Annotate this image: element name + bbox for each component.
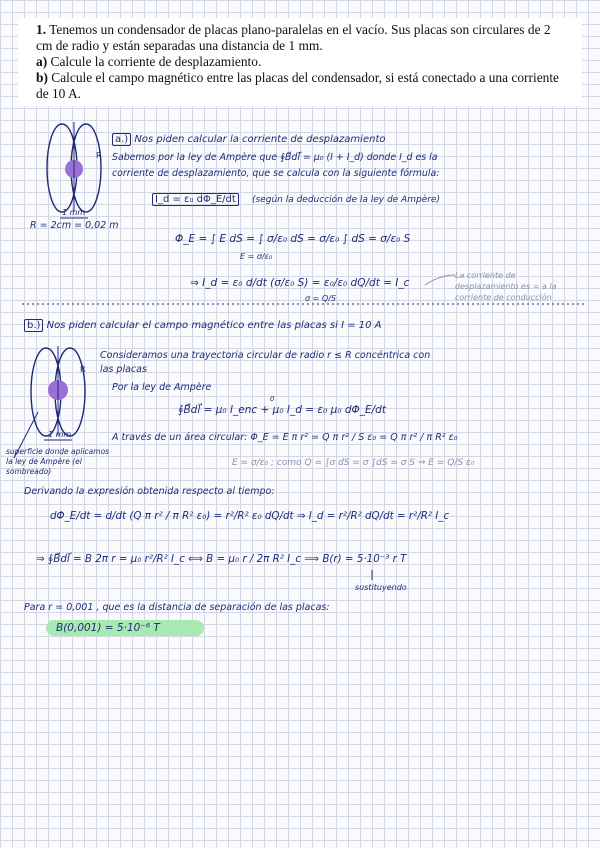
sol-b-line3: las placas — [100, 364, 147, 375]
sol-a-id-calc: ⇒ I_d = ε₀ d/dt (σ/ε₀ S) = ε₀/ε₀ dQ/dt = I_c — [190, 277, 410, 289]
svg-text:R: R — [96, 151, 102, 160]
part-b-solution-label: b.) — [24, 319, 43, 332]
sol-a-boxed-formula: I_d = ε₀ dΦ_E/dt — [152, 193, 239, 206]
sol-a-line2: Sabemos por la ley de Ampère que ∮B⃗dl⃗ = μ₀ (I + I_d) donde I_d es la — [112, 152, 438, 163]
part-a-solution-label: a.) — [112, 133, 131, 146]
capacitor-diagram-b — [14, 346, 86, 458]
sol-b-substituting: sustituyendo — [355, 583, 407, 592]
sol-b-line5: A través de un área circular: Φ_E = E π r² = Q π r² / S ε₀ = Q π r² / π R² ε₀ — [112, 432, 458, 443]
sol-b-zero: 0 — [270, 395, 275, 403]
sol-a-sigma-def: σ = Q/S — [305, 294, 336, 303]
sol-b-line2: Consideramos una trayectoria circular de radio r ≤ R concéntrica con — [100, 350, 431, 361]
problem-intro: Tenemos un condensador de placas plano-paralelas en el vacío. Sus placas son circulares de 2 cm de radio y están separadas una distancia de 1 mm. — [36, 22, 551, 53]
sol-a-side-note: La corriente de desplazamiento es = a la corriente de conducción — [455, 271, 557, 302]
final-answer: B(0,001) = 5·10⁻⁶ T — [56, 622, 160, 634]
sol-a-line3: corriente de desplazamiento, que se calcula con la siguiente fórmula: — [112, 168, 440, 179]
sol-b-line4: Por la ley de Ampère — [112, 382, 212, 393]
sol-b-e-line: E = σ/ε₀ ; como Q = ∫σ dS = σ ∫dS = σ S ⇒ E = Q/S ε₀ — [232, 458, 475, 468]
sol-a-formula-note: (según la deducción de la ley de Ampère) — [252, 195, 440, 205]
sol-b-result-line: ⇒ ∮B⃗dl⃗ = B 2π r = μ₀ r²/R² I_c ⟺ B = μ₀ r / 2π R² I_c ⟹ B(r) = 5·10⁻³ r T — [36, 553, 407, 565]
sol-b-derivative: dΦ_E/dt = d/dt (Q π r² / π R² ε₀) = r²/R² ε₀ dQ/dt ⇒ I_d = r²/R² dQ/dt = r²/R² I_c — [50, 510, 450, 522]
sol-a-line1: Nos piden calcular la corriente de desplazamiento — [134, 134, 386, 145]
sol-a-e-def: E = σ/ε₀ — [240, 252, 273, 261]
sol-b-ampere: ∮B⃗dl⃗ = μ₀ I_enc + μ₀ I_d = ε₀ μ₀ dΦ_E/dt — [178, 404, 386, 416]
part-b-label: b) — [36, 70, 48, 85]
capacitor-diagram-a — [47, 122, 102, 218]
sol-b-side-note: superficie donde aplicamos la ley de Ampère (el sombreado) — [6, 447, 110, 476]
part-b-text: Calcule el campo magnético entre las placas del condensador, si está conectado a una corriente de 10 A. — [36, 70, 559, 101]
sol-b-line1: Nos piden calcular el campo magnético entre las placas si I = 10 A — [46, 320, 382, 331]
sol-b-line7: Para r = 0,001 , que es la distancia de separación de las placas: — [24, 602, 330, 613]
part-a-label: a) — [36, 54, 48, 69]
sol-a-gap: 1 mm — [62, 208, 86, 217]
sol-a-flux: Φ_E = ∫ E dS = ∫ σ/ε₀ dS = σ/ε₀ ∫ dS = σ/ε₀ S — [175, 233, 411, 245]
sol-b-gap: 1 mm — [48, 430, 72, 439]
part-a-text: Calcule la corriente de desplazamiento. — [50, 54, 262, 69]
problem-number: 1. — [36, 22, 47, 37]
sol-a-radius: R = 2cm = 0,02 m — [30, 220, 119, 231]
svg-text:R: R — [80, 365, 86, 374]
sol-b-line6: Derivando la expresión obtenida respecto al tiempo: — [24, 486, 275, 497]
